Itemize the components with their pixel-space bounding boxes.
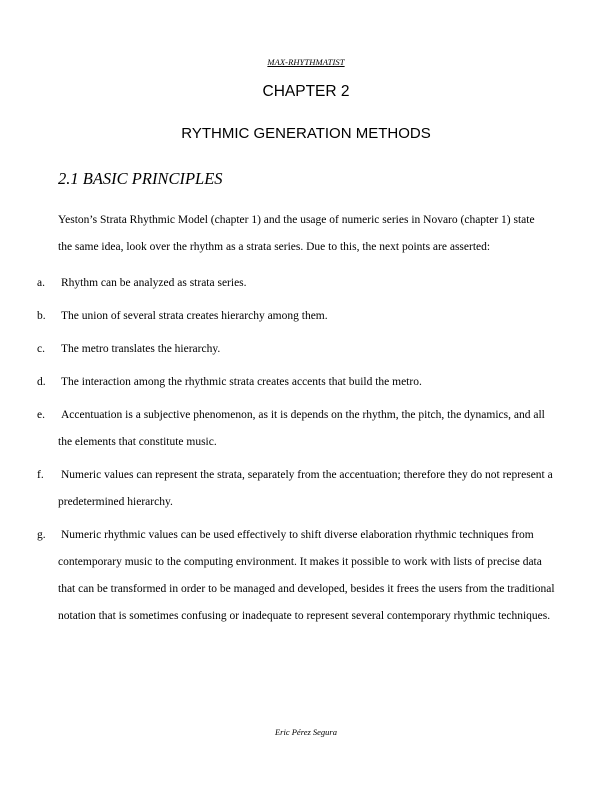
list-item-text: The metro translates the hierarchy. — [61, 343, 221, 355]
list-item — [0, 336, 558, 363]
list-marker: a. — [37, 277, 45, 289]
list-marker: b. — [37, 310, 46, 322]
intro-paragraph — [58, 207, 568, 261]
list-item-text: Numeric rhythmic values can be used effectively to shift diverse elaboration rhythmic techniques from contemporary music to the computing environment. It makes it possible to work with lists of precise data that can be transformed in order to be managed and developed, besides it frees the users from the traditional notation that is sometimes confusing or inadequate to represent several contemporary rhythmic techniques. — [58, 529, 555, 622]
list-item-text: The interaction among the rhythmic strata creates accents that build the metro. — [61, 376, 422, 388]
list-item-text: Rhythm can be analyzed as strata series. — [61, 277, 247, 289]
running-header: MAX-RHYTHMATIST — [267, 57, 345, 67]
intro-line-1: Yeston’s Strata Rhythmic Model (chapter 1) and the usage of numeric series in Novaro (chapter 1) state — [58, 214, 535, 226]
list-item — [0, 270, 558, 297]
list-item — [0, 402, 558, 456]
list-item — [0, 462, 558, 516]
section-heading: 2.1 BASIC PRINCIPLES — [58, 169, 223, 188]
list-marker: d. — [37, 376, 46, 388]
list-marker: c. — [37, 343, 45, 355]
list-marker: f. — [37, 469, 44, 481]
list-item-text: Accentuation is a subjective phenomenon, as it is depends on the rhythm, the pitch, the dynamics, and all the elements that constitute music. — [58, 409, 545, 448]
principles-list — [0, 270, 612, 636]
chapter-number: CHAPTER 2 — [262, 83, 350, 100]
list-marker: g. — [37, 529, 46, 541]
list-item-text: Numeric values can represent the strata, separately from the accentuation; therefore they do not represent a predetermined hierarchy. — [58, 469, 553, 508]
page-footer-author: Eric Pérez Segura — [274, 727, 337, 737]
list-item — [0, 303, 558, 330]
list-item — [0, 522, 558, 630]
list-item-text: The union of several strata creates hierarchy among them. — [61, 310, 328, 322]
intro-line-2: the same idea, look over the rhythm as a strata series. Due to this, the next points are asserted: — [58, 241, 491, 253]
list-item — [0, 369, 558, 396]
list-marker: e. — [37, 409, 45, 421]
chapter-title: RYTHMIC GENERATION METHODS — [181, 125, 431, 142]
